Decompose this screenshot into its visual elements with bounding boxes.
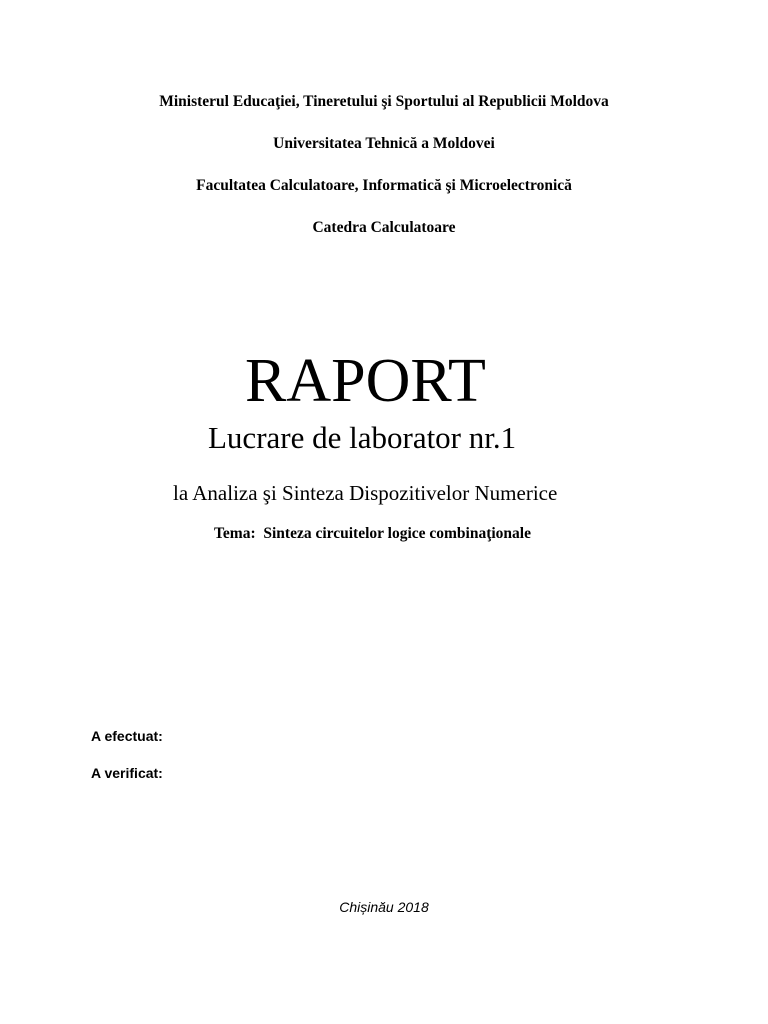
- report-title: RAPORT: [245, 347, 486, 415]
- ministry-heading: Ministerul Educaţiei, Tineretului şi Sportului al Republicii Moldova: [159, 93, 609, 110]
- university-heading: Universitatea Tehnică a Moldovei: [273, 135, 495, 152]
- faculty-heading: Facultatea Calculatoare, Informatică şi Microelectronică: [196, 177, 572, 194]
- topic-label: Tema:: [214, 525, 256, 542]
- verified-by-label: A verificat:: [91, 765, 163, 781]
- place-year-footer: Chișinău 2018: [339, 899, 429, 915]
- topic-value: Sinteza circuitelor logice combinaţionale: [263, 525, 531, 542]
- course-subtitle: la Analiza şi Sinteza Dispozitivelor Numerice: [173, 481, 558, 505]
- lab-title: Lucrare de laborator nr.1: [208, 420, 517, 455]
- topic-line: [214, 525, 531, 543]
- performed-by-label: A efectuat:: [91, 728, 163, 744]
- department-heading: Catedra Calculatoare: [312, 219, 456, 236]
